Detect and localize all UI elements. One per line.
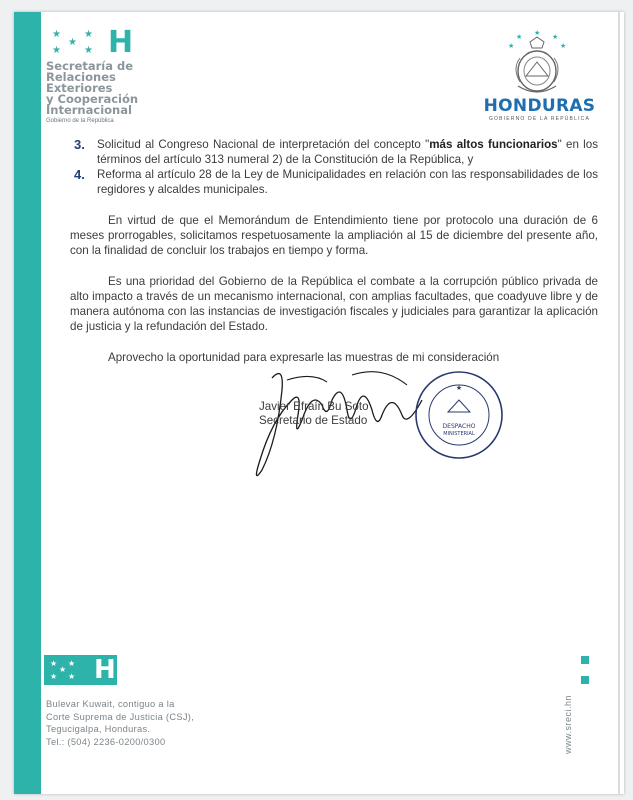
list-item — [70, 137, 598, 167]
paragraph-extension: En virtud de que el Memorándum de Entendimiento tiene por protocolo una duración de 6 meses prorrogables, solicitamos respetuosamente la ampliación al 15 de diciembre del presente año, con la finalidad de concluir los trabajos en tiempo y forma. — [70, 214, 598, 257]
address-line: Corte Suprema de Justicia (CSJ), — [46, 711, 195, 722]
website-link[interactable]: www.sreci.hn — [563, 694, 573, 754]
svg-text:★: ★ — [534, 29, 541, 37]
list-number: 4. — [74, 167, 85, 182]
list-number: 3. — [74, 137, 85, 152]
h-logo-icon: H — [108, 25, 134, 60]
ministry-logo — [46, 25, 206, 124]
list-text: Reforma al artículo 28 de la Ley de Municipalidades en relación con las responsabilidades de los regidores y alcaldes municipales. — [97, 168, 598, 196]
svg-text:DESPACHO: DESPACHO — [442, 423, 476, 430]
left-accent-bar — [14, 12, 41, 794]
h-logo-icon: H — [94, 655, 116, 685]
address-line: Tegucigalpa, Honduras. — [46, 724, 151, 734]
right-edge-line — [618, 12, 620, 794]
svg-text:★: ★ — [508, 42, 515, 50]
signer-title: Secretario de Estado — [259, 414, 368, 427]
paragraph-priority: Es una prioridad del Gobierno de la República el combate a la corrupción público privada de alto impacto a través de un mecanismo internacional, con amplias facultades, que coadyuve libre y de manera autónoma con las instancias de investigación fiscales y judiciales para garantizar la aplicación de justicia y la refundación del Estado. — [70, 275, 598, 333]
document-page — [14, 12, 624, 794]
gobierno-republica-sub: GOBIERNO DE LA REPÚBLICA — [488, 116, 591, 122]
footer-address — [46, 698, 194, 748]
bold-phrase: más altos funcionarios — [429, 138, 558, 151]
list-item — [70, 167, 598, 197]
square-marker — [581, 656, 589, 664]
svg-text:★: ★ — [552, 33, 559, 41]
list-text: " en los términos del artículo 313 numeral 2) de la Constitución de la República, y — [97, 138, 598, 166]
honduras-wordmark: HONDURAS — [483, 96, 596, 116]
paragraph-closing: Aprovecho la oportunidad para expresarle las muestras de mi consideración — [108, 351, 500, 364]
signer-name: Javier Efraín Bu Soto — [259, 400, 369, 413]
square-marker — [581, 676, 589, 684]
gobierno-label: Gobierno de la República — [46, 118, 114, 124]
address-line: Bulevar Kuwait, contiguo a la — [46, 699, 175, 709]
svg-text:MINISTERIAL: MINISTERIAL — [443, 431, 475, 437]
svg-text:★: ★ — [516, 33, 523, 41]
list-text: Solicitud al Congreso Nacional de interpretación del concepto " — [97, 138, 430, 151]
coat-of-arms-icon — [502, 28, 572, 100]
letter-body — [70, 137, 598, 365]
signer-block — [259, 400, 369, 428]
ministry-seal-stamp — [412, 368, 507, 463]
ministry-name: Secretaría de Relaciones Exteriores y Cooperación Internacional — [46, 59, 139, 117]
svg-text:★: ★ — [455, 385, 463, 392]
svg-text:★: ★ — [560, 42, 567, 50]
phone-line: Tel.: (504) 2236-0200/0300 — [46, 736, 166, 747]
five-stars-icon: ★ ★ ★ ★ ★ — [52, 29, 93, 56]
footer-logo: ★ ★ ★ ★ ★ H — [44, 655, 117, 685]
